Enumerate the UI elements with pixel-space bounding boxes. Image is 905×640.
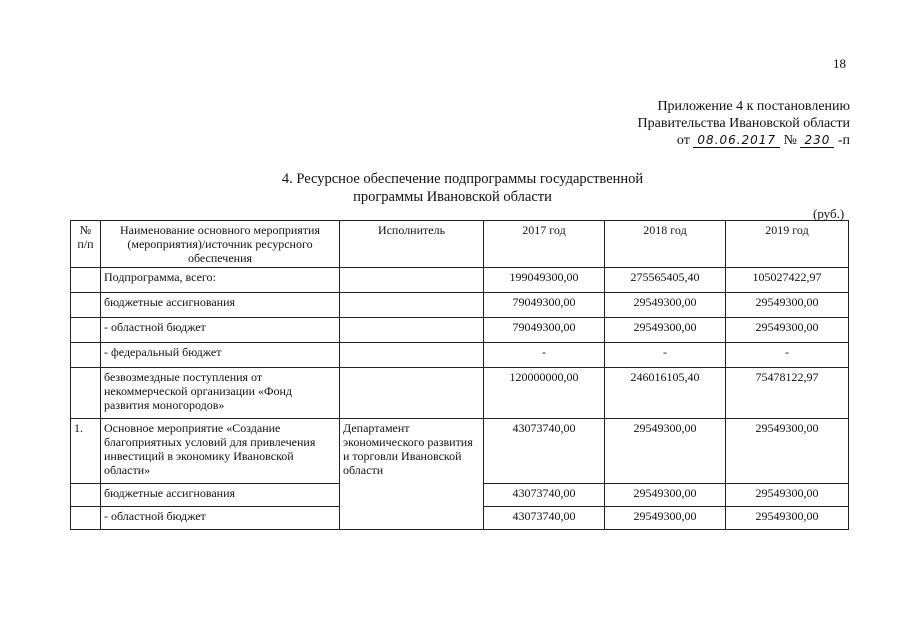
cell-num: 1. [71, 419, 101, 484]
cell-name: - областной бюджет [101, 318, 340, 343]
cell-executor [340, 368, 484, 419]
cell-2019: 75478122,97 [726, 368, 849, 419]
cell-name: бюджетные ассигнования [101, 293, 340, 318]
cell-2019: 29549300,00 [726, 484, 849, 507]
cell-2018: 29549300,00 [605, 293, 726, 318]
table-row [71, 368, 849, 419]
cell-2018: 246016105,40 [605, 368, 726, 419]
cell-num [71, 293, 101, 318]
cell-2018: 275565405,40 [605, 268, 726, 293]
cell-executor [340, 268, 484, 293]
resolution-date: 08.06.2017 [693, 133, 780, 148]
cell-2017: 199049300,00 [484, 268, 605, 293]
cell-name: - федеральный бюджет [101, 343, 340, 368]
cell-2017: 43073740,00 [484, 484, 605, 507]
cell-num [71, 484, 101, 507]
cell-executor [340, 293, 484, 318]
appendix-line-1: Приложение 4 к постановлению [657, 99, 850, 114]
cell-name: - областной бюджет [101, 507, 340, 530]
cell-2019: 29549300,00 [726, 318, 849, 343]
appendix-line-3 [638, 132, 850, 149]
title-line-1: 4. Ресурсное обеспечение подпрограммы государственной [281, 171, 644, 187]
cell-2017: 79049300,00 [484, 318, 605, 343]
cell-executor [340, 343, 484, 368]
cell-2017: 79049300,00 [484, 293, 605, 318]
table-row [71, 419, 849, 484]
cell-2018: 29549300,00 [605, 484, 726, 507]
cell-num [71, 318, 101, 343]
cell-2018: 29549300,00 [605, 318, 726, 343]
header-2019: 2019 год [726, 221, 849, 268]
cell-2019: 29549300,00 [726, 293, 849, 318]
table-row [71, 318, 849, 343]
cell-2019: 29549300,00 [726, 419, 849, 484]
resolution-number: 230 [800, 133, 834, 148]
cell-num [71, 507, 101, 530]
cell-2017: 43073740,00 [484, 507, 605, 530]
cell-2018: 29549300,00 [605, 507, 726, 530]
cell-2018: - [605, 343, 726, 368]
header-name: Наименование основного мероприятия (мероприятия)/источник ресурсного обеспечения [101, 221, 340, 268]
cell-name: Подпрограмма, всего: [101, 268, 340, 293]
cell-num [71, 343, 101, 368]
cell-name: бюджетные ассигнования [101, 484, 340, 507]
header-2017: 2017 год [484, 221, 605, 268]
title-line-2: программы Ивановской области [353, 189, 552, 205]
header-2018: 2018 год [605, 221, 726, 268]
cell-num [71, 268, 101, 293]
appendix-line-2: Правительства Ивановской области [637, 116, 850, 131]
cell-executor [340, 318, 484, 343]
currency-unit: (руб.) [813, 206, 845, 221]
table-header-row [71, 221, 849, 268]
table-row [71, 293, 849, 318]
resource-table [70, 220, 849, 530]
cell-name: Основное мероприятие «Создание благоприятных условий для привлечения инвестиций в экономику Ивановской области» [101, 419, 340, 484]
header-num: № п/п [71, 221, 101, 268]
cell-num [71, 368, 101, 419]
cell-executor: Департамент экономического развития и торговли Ивановской области [340, 419, 484, 530]
number-suffix: -п [837, 133, 850, 148]
cell-2018: 29549300,00 [605, 419, 726, 484]
cell-2019: 29549300,00 [726, 507, 849, 530]
cell-2017: - [484, 343, 605, 368]
appendix-header [638, 98, 850, 149]
cell-2019: - [726, 343, 849, 368]
from-label: от [676, 133, 690, 148]
document-title [0, 170, 905, 206]
table-row [71, 343, 849, 368]
cell-2017: 43073740,00 [484, 419, 605, 484]
cell-2017: 120000000,00 [484, 368, 605, 419]
header-executor: Исполнитель [340, 221, 484, 268]
number-label: № [783, 133, 797, 148]
table-row [71, 268, 849, 293]
cell-name: безвозмездные поступления от некоммерческой организации «Фонд развития моногородов» [101, 368, 340, 419]
cell-2019: 105027422,97 [726, 268, 849, 293]
page-number: 18 [833, 56, 846, 71]
